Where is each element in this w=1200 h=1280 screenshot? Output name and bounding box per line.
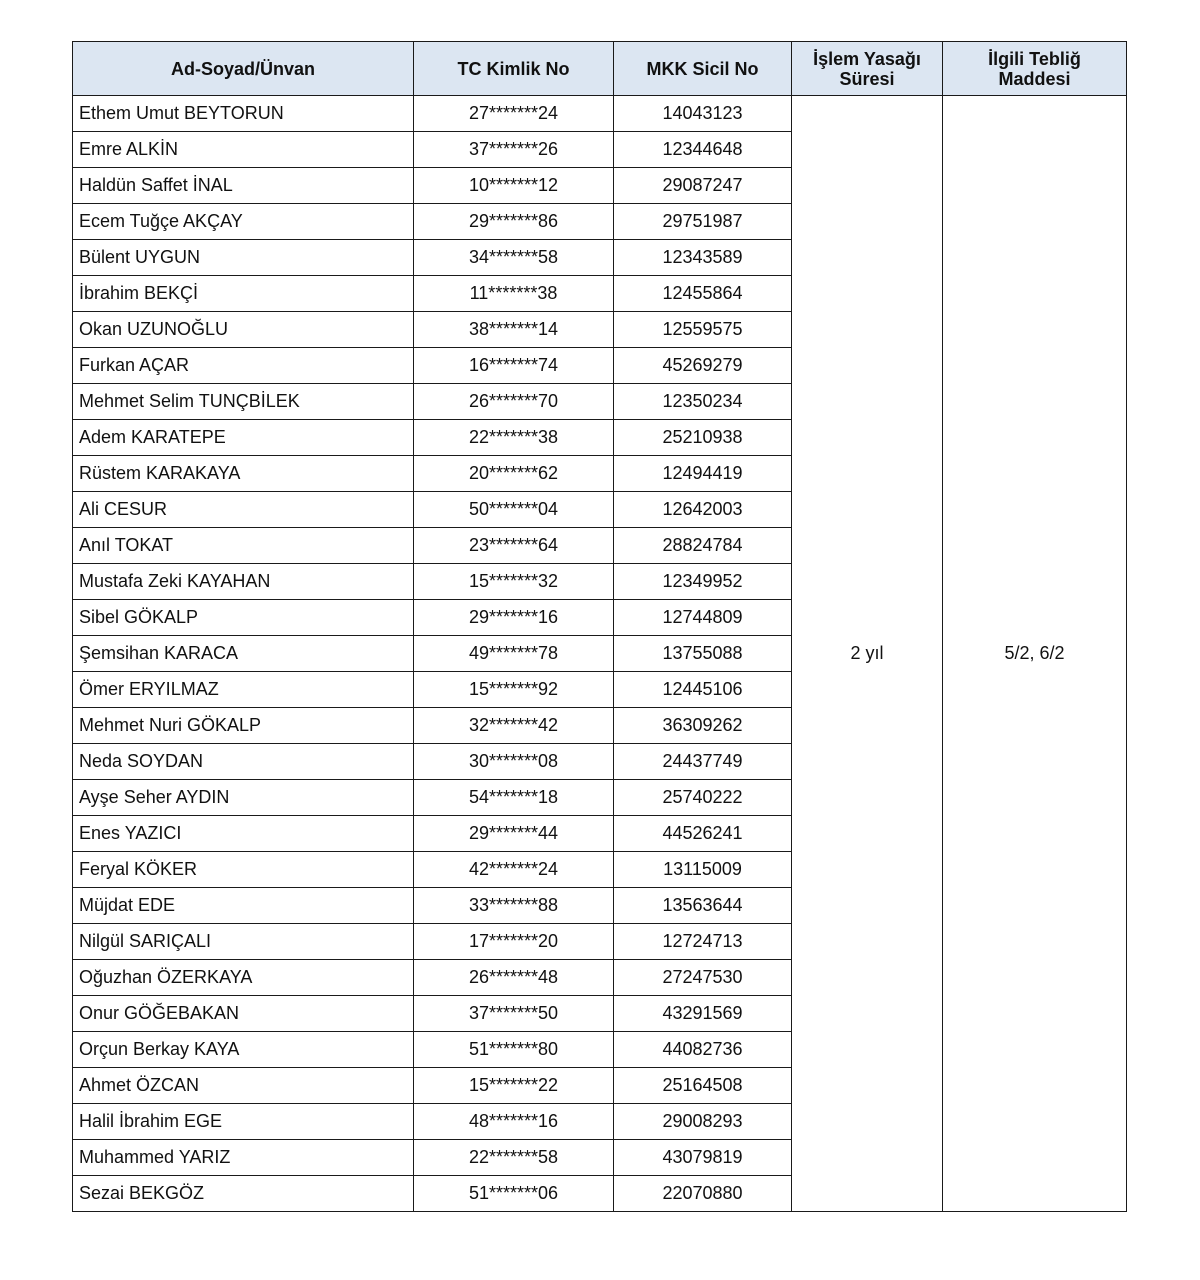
tc-kimlik-cell: 11*******38	[414, 276, 614, 312]
name-cell: Ahmet ÖZCAN	[73, 1068, 414, 1104]
header-duration-line2: Süresi	[839, 68, 895, 89]
mkk-sicil-cell: 12343589	[614, 240, 792, 276]
name-cell: Nilgül SARIÇALI	[73, 924, 414, 960]
mkk-sicil-cell: 27247530	[614, 960, 792, 996]
name-cell: Muhammed YARIZ	[73, 1140, 414, 1176]
tc-kimlik-cell: 23*******64	[414, 528, 614, 564]
tc-kimlik-cell: 54*******18	[414, 780, 614, 816]
mkk-sicil-cell: 13563644	[614, 888, 792, 924]
tc-kimlik-cell: 26*******48	[414, 960, 614, 996]
tc-kimlik-cell: 16*******74	[414, 348, 614, 384]
name-cell: Ali CESUR	[73, 492, 414, 528]
mkk-sicil-cell: 29008293	[614, 1104, 792, 1140]
mkk-sicil-cell: 29751987	[614, 204, 792, 240]
mkk-sicil-cell: 43079819	[614, 1140, 792, 1176]
name-cell: Neda SOYDAN	[73, 744, 414, 780]
mkk-sicil-cell: 13755088	[614, 636, 792, 672]
tc-kimlik-cell: 29*******86	[414, 204, 614, 240]
name-cell: Mehmet Selim TUNÇBİLEK	[73, 384, 414, 420]
mkk-sicil-cell: 24437749	[614, 744, 792, 780]
name-cell: Feryal KÖKER	[73, 852, 414, 888]
name-cell: Ayşe Seher AYDIN	[73, 780, 414, 816]
mkk-sicil-cell: 12455864	[614, 276, 792, 312]
tc-kimlik-cell: 48*******16	[414, 1104, 614, 1140]
tc-kimlik-cell: 50*******04	[414, 492, 614, 528]
tc-kimlik-cell: 22*******38	[414, 420, 614, 456]
name-cell: Furkan AÇAR	[73, 348, 414, 384]
tc-kimlik-cell: 37*******50	[414, 996, 614, 1032]
article-cell: 5/2, 6/2	[943, 96, 1127, 1212]
name-cell: Müjdat EDE	[73, 888, 414, 924]
name-cell: Haldün Saffet İNAL	[73, 168, 414, 204]
mkk-sicil-cell: 36309262	[614, 708, 792, 744]
tc-kimlik-cell: 38*******14	[414, 312, 614, 348]
name-cell: Okan UZUNOĞLU	[73, 312, 414, 348]
mkk-sicil-cell: 12350234	[614, 384, 792, 420]
tc-kimlik-cell: 42*******24	[414, 852, 614, 888]
tc-kimlik-cell: 15*******92	[414, 672, 614, 708]
mkk-sicil-cell: 44082736	[614, 1032, 792, 1068]
header-duration	[792, 42, 943, 96]
mkk-sicil-cell: 12744809	[614, 600, 792, 636]
table-row	[73, 96, 1127, 132]
mkk-sicil-cell: 22070880	[614, 1176, 792, 1212]
table-header-row	[73, 42, 1127, 96]
mkk-sicil-cell: 14043123	[614, 96, 792, 132]
mkk-sicil-cell: 28824784	[614, 528, 792, 564]
name-cell: Bülent UYGUN	[73, 240, 414, 276]
name-cell: Oğuzhan ÖZERKAYA	[73, 960, 414, 996]
ban-duration-cell: 2 yıl	[792, 96, 943, 1212]
mkk-sicil-cell: 25164508	[614, 1068, 792, 1104]
tc-kimlik-cell: 34*******58	[414, 240, 614, 276]
mkk-sicil-cell: 12349952	[614, 564, 792, 600]
name-cell: Şemsihan KARACA	[73, 636, 414, 672]
tc-kimlik-cell: 29*******16	[414, 600, 614, 636]
name-cell: Orçun Berkay KAYA	[73, 1032, 414, 1068]
name-cell: Ecem Tuğçe AKÇAY	[73, 204, 414, 240]
header-duration-line1: İşlem Yasağı	[813, 48, 921, 69]
header-article-line1: İlgili Tebliğ	[988, 48, 1081, 69]
mkk-sicil-cell: 12494419	[614, 456, 792, 492]
name-cell: Halil İbrahim EGE	[73, 1104, 414, 1140]
tc-kimlik-cell: 27*******24	[414, 96, 614, 132]
tc-kimlik-cell: 22*******58	[414, 1140, 614, 1176]
tc-kimlik-cell: 29*******44	[414, 816, 614, 852]
mkk-sicil-cell: 25210938	[614, 420, 792, 456]
header-tc: TC Kimlik No	[414, 42, 614, 96]
name-cell: Ethem Umut BEYTORUN	[73, 96, 414, 132]
name-cell: Mustafa Zeki KAYAHAN	[73, 564, 414, 600]
mkk-sicil-cell: 12344648	[614, 132, 792, 168]
table-body	[73, 96, 1127, 1212]
mkk-sicil-cell: 12559575	[614, 312, 792, 348]
tc-kimlik-cell: 15*******32	[414, 564, 614, 600]
header-name: Ad-Soyad/Ünvan	[73, 42, 414, 96]
mkk-sicil-cell: 25740222	[614, 780, 792, 816]
mkk-sicil-cell: 29087247	[614, 168, 792, 204]
name-cell: Ömer ERYILMAZ	[73, 672, 414, 708]
mkk-sicil-cell: 12642003	[614, 492, 792, 528]
tc-kimlik-cell: 10*******12	[414, 168, 614, 204]
name-cell: Anıl TOKAT	[73, 528, 414, 564]
tc-kimlik-cell: 33*******88	[414, 888, 614, 924]
name-cell: Enes YAZICI	[73, 816, 414, 852]
name-cell: Sibel GÖKALP	[73, 600, 414, 636]
name-cell: Emre ALKİN	[73, 132, 414, 168]
name-cell: İbrahim BEKÇİ	[73, 276, 414, 312]
name-cell: Onur GÖĞEBAKAN	[73, 996, 414, 1032]
tc-kimlik-cell: 20*******62	[414, 456, 614, 492]
header-article-line2: Maddesi	[998, 68, 1071, 89]
mkk-sicil-cell: 45269279	[614, 348, 792, 384]
mkk-sicil-cell: 43291569	[614, 996, 792, 1032]
name-cell: Rüstem KARAKAYA	[73, 456, 414, 492]
tc-kimlik-cell: 17*******20	[414, 924, 614, 960]
mkk-sicil-cell: 44526241	[614, 816, 792, 852]
header-article	[943, 42, 1127, 96]
tc-kimlik-cell: 30*******08	[414, 744, 614, 780]
name-cell: Sezai BEKGÖZ	[73, 1176, 414, 1212]
name-cell: Mehmet Nuri GÖKALP	[73, 708, 414, 744]
mkk-sicil-cell: 13115009	[614, 852, 792, 888]
tc-kimlik-cell: 51*******80	[414, 1032, 614, 1068]
name-cell: Adem KARATEPE	[73, 420, 414, 456]
tc-kimlik-cell: 49*******78	[414, 636, 614, 672]
mkk-sicil-cell: 12445106	[614, 672, 792, 708]
tc-kimlik-cell: 15*******22	[414, 1068, 614, 1104]
tc-kimlik-cell: 26*******70	[414, 384, 614, 420]
trading-ban-table	[72, 41, 1127, 1212]
mkk-sicil-cell: 12724713	[614, 924, 792, 960]
tc-kimlik-cell: 37*******26	[414, 132, 614, 168]
tc-kimlik-cell: 51*******06	[414, 1176, 614, 1212]
tc-kimlik-cell: 32*******42	[414, 708, 614, 744]
header-mkk: MKK Sicil No	[614, 42, 792, 96]
